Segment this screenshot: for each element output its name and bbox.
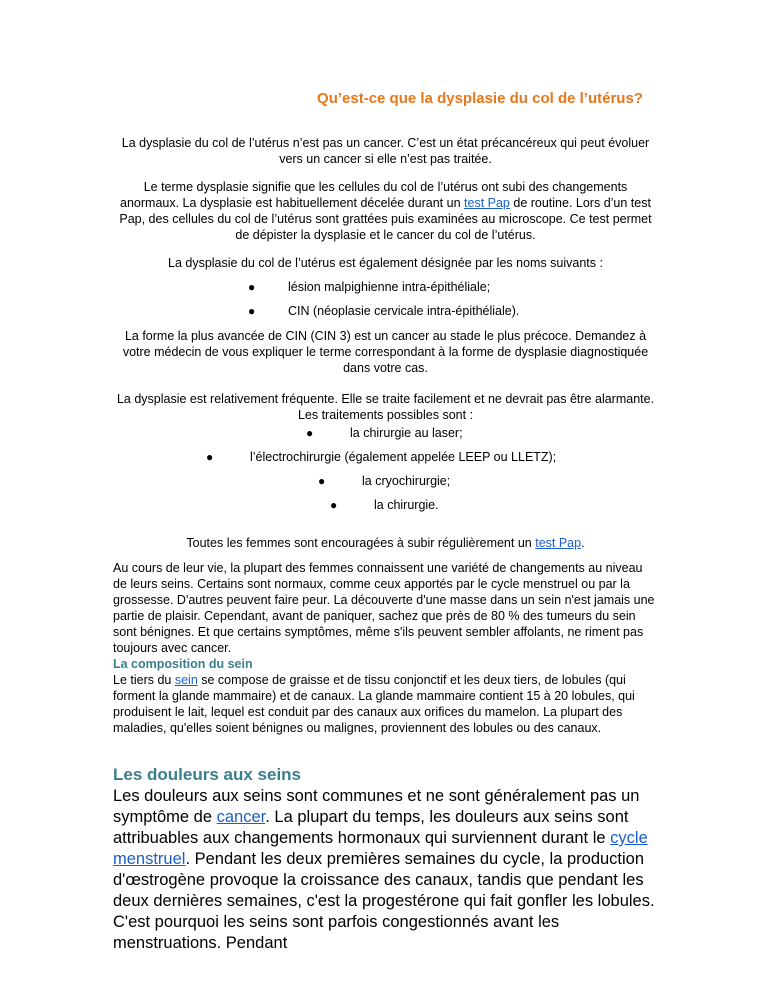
test-pap-link-2[interactable]: test Pap — [535, 536, 582, 550]
list-item: l’électrochirurgie (également appelée LEEP ou LLETZ); — [250, 450, 557, 464]
pain-text-middle: . La plupart du temps, les douleurs aux seins sont attribuables aux changements hormonaux qui surviennent durant le — [113, 808, 629, 847]
treatment-intro-paragraph: La dysplasie est relativement fréquente. Elle se traite facilement et ne devrait pas être alarmante. Les traitements possibles sont : — [116, 392, 655, 422]
bullet-icon: ● — [330, 498, 338, 512]
bullet-icon: ● — [318, 474, 326, 488]
bullet-icon: ● — [206, 450, 214, 464]
breast-changes-paragraph: Au cours de leur vie, la plupart des femmes connaissent une variété de changements au niveau de leurs seins. Certains sont normaux, comme ceux apportés par le cycle menstruel ou par la grossesse. D'autres peuvent faire peur. La découverte d'une masse dans un sein n'est jamais une partie de plaisir. Cependant, avant de paniquer, sachez que près de 80 % des tumeurs du sein sont bénignes. Et que certains symptômes, même s'ils peuvent sembler affolants, ne riment pas toujours avec cancer. — [113, 561, 655, 655]
definition-text-after: de routine. Lors d’un test Pap, des cellules du col de l’utérus sont grattées puis examinées au microscope. Ce test permet de dépister la dysplasie et le cancer du col de l’utérus. — [119, 196, 652, 242]
list-item: CIN (néoplasie cervicale intra-épithéliale). — [288, 304, 520, 318]
test-pap-link[interactable]: test Pap — [464, 196, 510, 210]
cancer-link[interactable]: cancer — [216, 808, 266, 826]
list-item: la chirurgie. — [374, 498, 439, 512]
bullet-icon: ● — [248, 304, 256, 318]
composition-text-after: se compose de graisse et de tissu conjonctif et les deux tiers, de lobules (qui forment la glande mammaire) et de canaux. La glande mammaire contient 15 à 20 lobules, qui produisent le lait, lequel est conduit par des canaux aux orifices du mamelon. La plupart des maladies, qu'elles soient bénignes ou malignes, proviennent des lobules ou des canaux. — [113, 673, 635, 735]
page-title: Qu’est-ce que la dysplasie du col de l’utérus? — [317, 90, 643, 107]
cycle-menstruel-link[interactable]: cycle menstruel — [113, 829, 648, 868]
list-item: la cryochirurgie; — [362, 474, 451, 488]
other-names-paragraph: La dysplasie du col de l’utérus est également désignée par les noms suivants : — [168, 256, 603, 270]
section-heading-pain: Les douleurs aux seins — [113, 765, 302, 784]
intro-paragraph: La dysplasie du col de l’utérus n’est pas un cancer. C’est un état précancéreux qui peut évoluer vers un cancer si elle n’est pas traitée. — [121, 136, 650, 166]
list-item: lésion malpighienne intra-épithéliale; — [288, 280, 491, 294]
recommendation-text-before: Toutes les femmes sont encouragées à subir régulièrement un — [186, 536, 536, 550]
cin-paragraph: La forme la plus avancée de CIN (CIN 3) est un cancer au stade le plus précoce. Demandez à votre médecin de vous expliquer le terme correspondant à la forme de dysplasie diagnostiquée dans votre cas. — [122, 329, 649, 375]
pain-text-after: . Pendant les deux premières semaines du cycle, la production d'œstrogène provoque la croissance des canaux, tandis que pendant les deux dernières semaines, c'est la progestérone qui fait gonfler les lobules. C'est pourquoi les seins sont parfois congestionnés avant les menstruations. Pendant — [113, 850, 655, 952]
list-item: la chirurgie au laser; — [350, 426, 463, 440]
section-heading: La composition du sein — [113, 657, 253, 671]
pain-text-before: Les douleurs aux seins sont communes et ne sont généralement pas un symptôme de — [113, 787, 640, 826]
recommendation-text-after: . — [581, 536, 585, 550]
sein-link[interactable]: sein — [174, 673, 198, 687]
recommendation-paragraph — [113, 535, 658, 551]
breast-pain-paragraph — [113, 786, 658, 954]
definition-paragraph — [113, 179, 658, 243]
composition-text-before: Le tiers du — [113, 673, 175, 687]
breast-composition-section — [113, 656, 658, 736]
bullet-icon: ● — [306, 426, 314, 440]
definition-text-before: Le terme dysplasie signifie que les cellules du col de l’utérus ont subi des changements anormaux. La dysplasie est habituellement décelée durant un — [120, 180, 628, 210]
bullet-icon: ● — [248, 280, 256, 294]
